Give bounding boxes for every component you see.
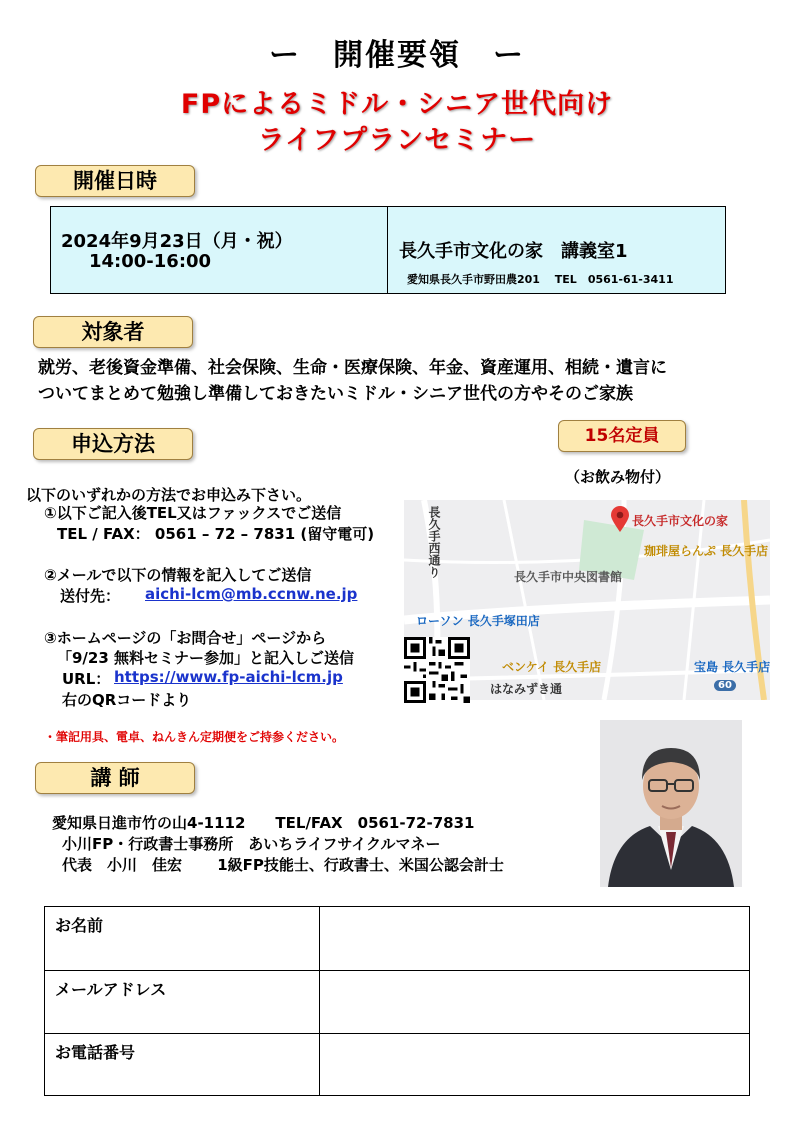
lecturer-address: 愛知県日進市竹の山4-1112 TEL/FAX 0561-72-7831	[52, 814, 475, 832]
section-label-schedule: 開催日時	[35, 165, 195, 197]
event-venue: 長久手市文化の家 講義室1	[399, 241, 628, 262]
drinks-note: （お飲み物付）	[565, 468, 671, 486]
lecturer-office: 小川FP・行政書士事務所 あいちライフサイクルマネー	[62, 835, 441, 853]
form-input-email[interactable]	[320, 971, 750, 1034]
website-link[interactable]: https://www.fp-aichi-lcm.jp	[114, 668, 343, 686]
form-label-email: メールアドレス	[45, 971, 320, 1034]
form-row-email	[45, 971, 750, 1034]
map-label-venue: 長久手市文化の家	[632, 514, 729, 528]
map-label-road: 長久手西通り	[427, 506, 441, 578]
audience-line2: ついてまとめて勉強し準備しておきたいミドル・シニア世代の方やそのご家族	[38, 384, 633, 404]
map-pin-icon	[610, 505, 630, 533]
schedule-box	[50, 206, 726, 294]
method3-instruction: 「9/23 無料セミナー参加」と記入しご送信	[57, 649, 355, 667]
map-label-lawson: ローソン 長久手塚田店	[416, 614, 540, 628]
application-intro: 以下のいずれかの方法でお申込み下さい。	[26, 486, 312, 504]
method1-title: ①以下ご記入後TEL又はファックスでご送信	[44, 504, 342, 522]
seminar-title-line2: ライフプランセミナー	[257, 125, 537, 156]
qr-code[interactable]	[404, 637, 470, 703]
method1-tel-fax: TEL / FAX： 0561 – 72 – 7831 (留守電可)	[57, 525, 375, 543]
form-label-phone: お電話番号	[45, 1034, 320, 1096]
method2-title: ②メールで以下の情報を記入してご送信	[44, 566, 312, 584]
qr-note: 右のQRコードより	[62, 691, 192, 709]
event-time: 14:00-16:00	[89, 251, 212, 272]
form-row-name	[45, 907, 750, 971]
lecturer-photo	[600, 720, 742, 887]
form-input-name[interactable]	[320, 907, 750, 971]
audience-line1: 就労、老後資金準備、社会保険、生命・医療保険、年金、資産運用、相続・遺言に	[38, 358, 667, 378]
schedule-divider	[387, 207, 388, 293]
capacity-badge: 15名定員	[558, 420, 686, 452]
application-form-table	[44, 906, 750, 1096]
venue-address: 愛知県長久手市野田農201 TEL 0561-61-3411	[407, 273, 674, 286]
event-date: 2024年9月23日（月・祝）	[61, 231, 293, 252]
lecturer-name: 代表 小川 佳宏 1級FP技能士、行政書士、米国公認会計士	[62, 856, 504, 874]
section-label-audience: 対象者	[33, 316, 193, 348]
method2-to-label: 送付先：	[60, 587, 121, 605]
seminar-title-line1: FPによるミドル・シニア世代向け	[180, 89, 614, 120]
map-label-takarajima: 宝島 長久手店	[694, 660, 770, 674]
form-label-name: お名前	[45, 907, 320, 971]
email-link[interactable]: aichi-lcm@mb.ccnw.ne.jp	[145, 585, 358, 603]
map-label-coffee: 珈琲屋らんぷ 長久手店	[644, 544, 769, 558]
method3-title: ③ホームページの「お問合せ」ページから	[44, 629, 327, 647]
page-title: ー 開催要領 ー	[269, 38, 525, 73]
url-label: URL：	[62, 670, 111, 688]
form-input-phone[interactable]	[320, 1034, 750, 1096]
map-label-library: 長久手市中央図書館	[514, 570, 623, 584]
section-label-application: 申込方法	[33, 428, 193, 460]
section-label-lecturer: 講 師	[35, 762, 195, 794]
bring-items-note: ・筆記用具、電卓、ねんきん定期便をご持参ください。	[44, 730, 345, 744]
form-row-phone	[45, 1034, 750, 1096]
map-label-street: はなみずき通	[490, 682, 563, 696]
map-label-benkei: ベンケイ 長久手店	[502, 660, 602, 674]
route-60-badge: 60	[714, 680, 736, 691]
